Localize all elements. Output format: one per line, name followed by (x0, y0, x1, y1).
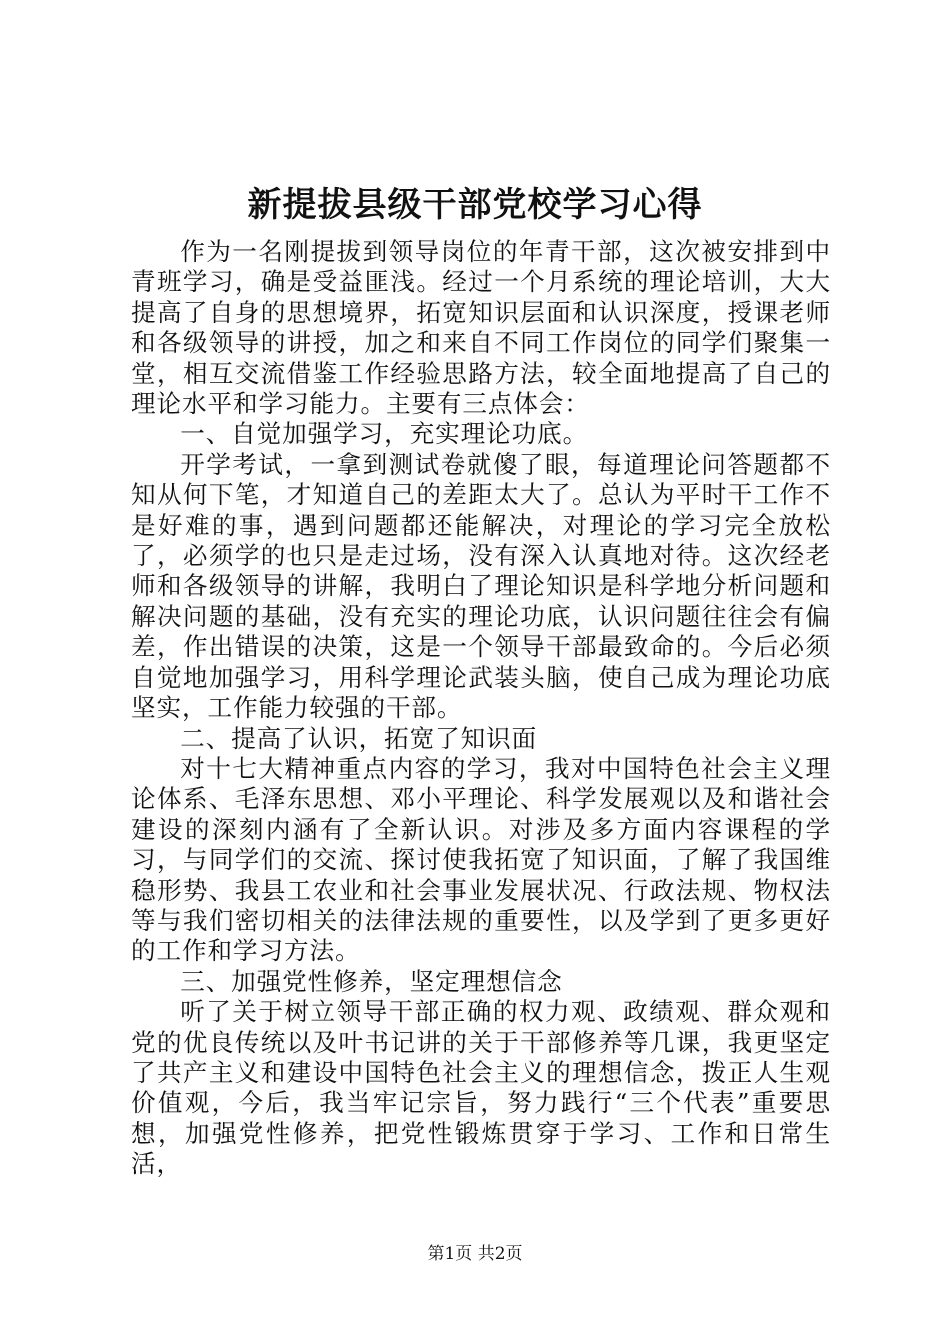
section-heading-3: 三、加强党性修养，坚定理想信念 (180, 966, 563, 996)
document-body (131, 237, 831, 1180)
paragraph-section-1: 开学考试，一拿到测试卷就傻了眼，每道理论问答题都不知从何下笔，才知道自己的差距太大了。总认为平时干工作不是好难的事，遇到问题都还能解决，对理论的学习完全放松了，必须学的也只是走过场，没有深入认真地对待。这次经老师和各级领导的讲解，我明白了理论知识是科学地分析问题和解决问题的基础，没有充实的理论功底，认识问题往往会有偏差，作出错误的决策，这是一个领导干部最致命的。今后必须自觉地加强学习，用科学理论武装头脑，使自己成为理论功底坚实，工作能力较强的干部。 (131, 449, 831, 723)
section-heading-1: 一、自觉加强学习，充实理论功底。 (180, 419, 589, 449)
section-heading-2: 二、提高了认识，拓宽了知识面 (180, 723, 538, 753)
page-number-footer: 第1页 共2页 (427, 1244, 523, 1264)
paragraph-intro: 作为一名刚提拔到领导岗位的年青干部，这次被安排到中青班学习，确是受益匪浅。经过一个月系统的理论培训，大大提高了自身的思想境界，拓宽知识层面和认识深度，授课老师和各级领导的讲授，加之和来自不同工作岗位的同学们聚集一堂，相互交流借鉴工作经验思路方法，较全面地提高了自己的理论水平和学习能力。主要有三点体会： (131, 237, 831, 419)
document-title: 新提拔县级干部党校学习心得 (247, 185, 703, 225)
paragraph-section-3: 听了关于树立领导干部正确的权力观、政绩观、群众观和党的优良传统以及叶书记讲的关于干部修养等几课，我更坚定了共产主义和建设中国特色社会主义的理想信念，拨正人生观价值观，今后，我当牢记宗旨，努力践行“三个代表”重要思想，加强党性修养，把党性锻炼贯穿于学习、工作和日常生活， (131, 997, 831, 1179)
paragraph-section-2: 对十七大精神重点内容的学习，我对中国特色社会主义理论体系、毛泽东思想、邓小平理论、科学发展观以及和谐社会建设的深刻内涵有了全新认识。对涉及多方面内容课程的学习，与同学们的交流、探讨使我拓宽了知识面，了解了我国维稳形势、我县工农业和社会事业发展状况、行政法规、物权法等与我们密切相关的法律法规的重要性，以及学到了更多更好的工作和学习方法。 (131, 753, 831, 966)
